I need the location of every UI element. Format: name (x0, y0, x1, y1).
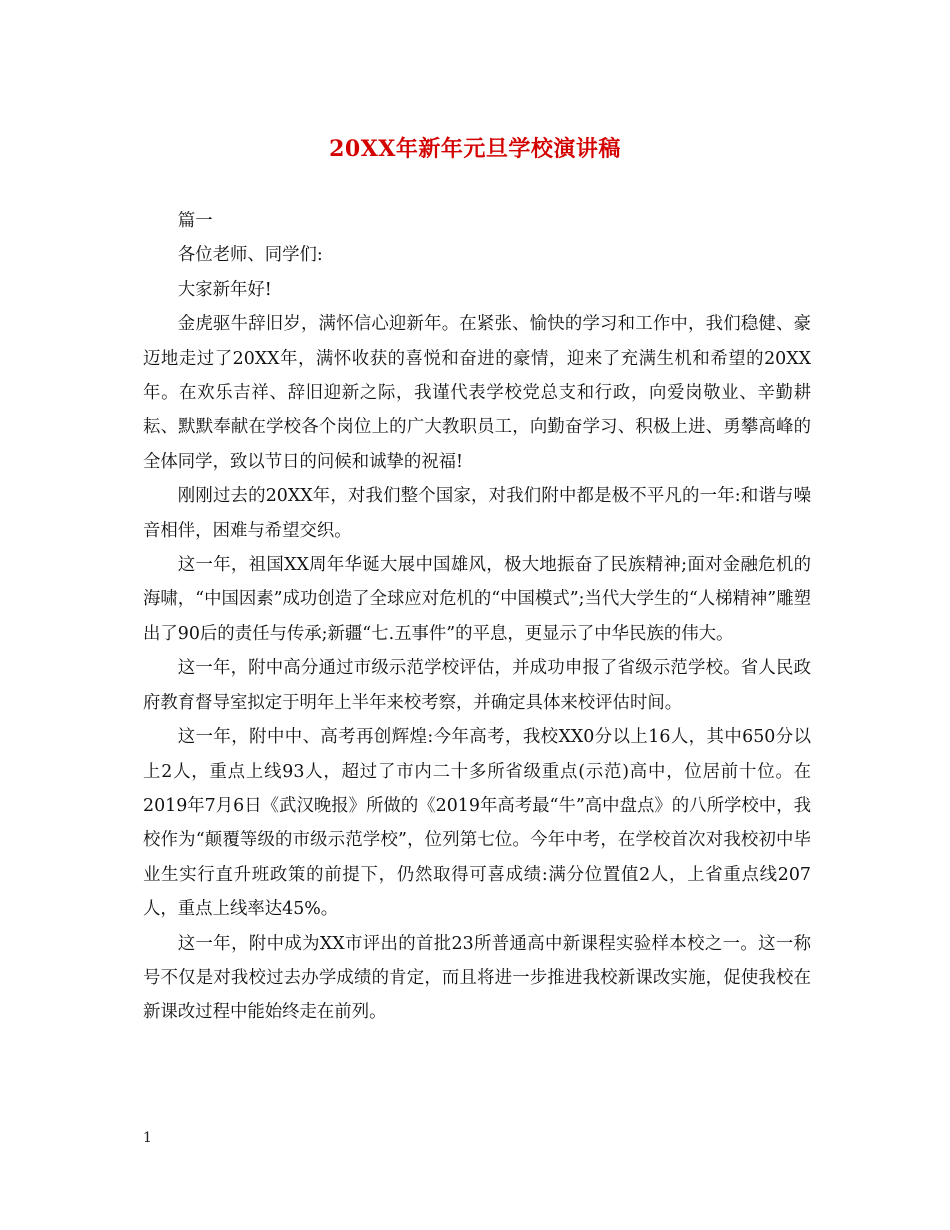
document-body (143, 204, 811, 1030)
section-heading: 篇一 (177, 211, 213, 231)
paragraph: 这一年，附中成为XX市评出的首批23所普通高中新课程实验样本校之一。这一称号不仅是对我校过去办学成绩的肯定，而且将进一步推进我校新课改实施，促使我校在新课改过程中能始终走在前列。 (143, 933, 811, 1023)
paragraph: 这一年，祖国XX周年华诞大展中国雄风，极大地振奋了民族精神;面对金融危机的海啸，“中国因素”成功创造了全球应对危机的“中国模式”;当代大学生的“人梯精神”雕塑出了90后的责任与传承;新疆“七.五事件”的平息，更显示了中华民族的伟大。 (143, 555, 811, 644)
paragraph: 刚刚过去的20XX年，对我们整个国家，对我们附中都是极不平凡的一年:和谐与噪音相伴，困难与希望交织。 (143, 486, 811, 541)
page-number: 1 (143, 1130, 152, 1146)
paragraph: 金虎驱牛辞旧岁，满怀信心迎新年。在紧张、愉快的学习和工作中，我们稳健、豪迈地走过了20XX年，满怀收获的喜悦和奋进的豪情，迎来了充满生机和希望的20XX年。在欢乐吉祥、辞旧迎新之际，我谨代表学校党总支和行政，向爱岗敬业、辛勤耕耘、默默奉献在学校各个岗位上的广大教职员工，向勤奋学习、积极上进、勇攀高峰的全体同学，致以节日的问候和诚挚的祝福! (143, 314, 811, 472)
document-title: 20XX年新年元旦学校演讲稿 (329, 136, 621, 162)
paragraph: 这一年，附中中、高考再创辉煌:今年高考，我校XX0分以上16人，其中650分以上2人，重点上线93人，超过了市内二十多所省级重点(示范)高中，位居前十位。在2019年7月6日《武汉晚报》所做的《2019年高考最“牛”高中盘点》的八所学校中，我校作为“颠覆等级的市级示范学校”，位列第七位。今年中考，在学校首次对我校初中毕业生实行直升班政策的前提下，仍然取得可喜成绩:满分位置值2人，上省重点线207人，重点上线率达45%。 (143, 727, 811, 920)
salutation: 各位老师、同学们: (177, 245, 323, 266)
paragraph: 这一年，附中高分通过市级示范学校评估，并成功申报了省级示范学校。省人民政府教育督导室拟定于明年上半年来校考察，并确定具体来校评估时间。 (143, 658, 811, 713)
greeting: 大家新年好! (177, 279, 272, 300)
